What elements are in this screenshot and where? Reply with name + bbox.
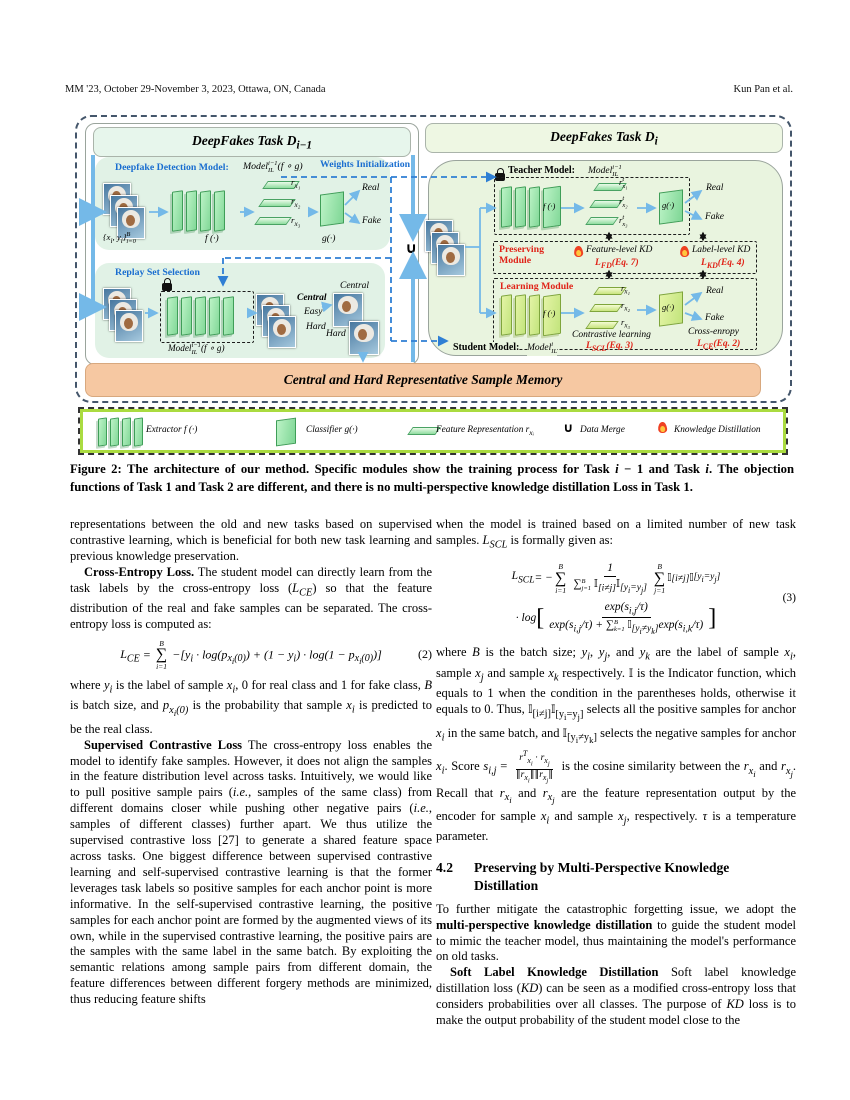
rt3-label: rt x₃ — [619, 214, 628, 228]
r2-label: $r_{x_2}$ — [621, 300, 630, 313]
union-legend-icon: ∪ — [563, 421, 574, 436]
teacher-real-label: Real — [706, 183, 724, 193]
r1-label: $r_{x_1}$ — [621, 283, 630, 296]
classifier-label: g(·) — [322, 234, 336, 244]
r3-label: $r_{x_3}$ — [291, 215, 301, 228]
learning-title: Learning Module — [500, 281, 574, 292]
weights-init-label: Weights Initialization — [320, 159, 411, 170]
section-number: 4.2 — [436, 860, 453, 876]
right-column — [436, 517, 796, 1029]
classifier-icon — [320, 191, 344, 226]
section-heading-4-2 — [436, 859, 796, 894]
teacher-model-math: Modeli−1 IL — [588, 164, 622, 178]
running-header-right: Kun Pan et al. — [733, 84, 793, 95]
student-g-label: g(·) — [662, 302, 675, 312]
rt2-label: rt x₂ — [619, 195, 628, 209]
paragraph: To further mitigate the catastrophic forgetting issue, we adopt the multi-perspective knowledge distillation to guide the student model to mimic the teacher model, thus maintaining the model's performance on old tasks. — [436, 901, 796, 964]
contrastive-label: Contrastive learning — [572, 330, 651, 340]
label-kd-label: Label-level KD — [692, 245, 751, 255]
replay-model-icon — [167, 297, 237, 335]
classifier-legend-icon — [276, 418, 296, 447]
paragraph: representations between the old and new tasks based on supervised contrastive learning, which is beneficial for both new task learning and previous knowledge preservation. — [70, 517, 432, 563]
hard-face — [349, 321, 379, 355]
detection-model-math: Modeli−1 IL (f ∘ g) — [243, 160, 303, 174]
equation-3 — [436, 561, 796, 637]
union-symbol: ∪ — [405, 239, 418, 257]
memory-bar — [85, 363, 761, 397]
paragraph: when the model is trained based on a limited number of new task samples. $L_{SCL}$ is formally given as: — [436, 517, 796, 551]
student-label: Student Model: — [453, 342, 520, 353]
replay-title: Replay Set Selection — [115, 267, 200, 278]
memory-bar-label: Central and Hard Representative Sample Memory — [283, 372, 563, 387]
paragraph: where B is the batch size; $y_i$, $y_j$, and $y_k$ are the label of sample $x_i$, sample $x_j$ and sample $x_k$ respectively. 𝕀 is the Indicator function, which equals to 1 when the condition in the parentheses holds, otherwise it equals to 0. Thus, 𝕀$_{[i\ne j]}$𝕀$_{[y_i=y_j]}$ selects all the positive samples for anchor $x_i$ in the same batch, and 𝕀$_{[y_i\ne y_k]}$ selects the negative samples for anchor $x_i$. Score $s_{i,j}$ = $\frac{r^T_{x_i} \cdot r_{x_j}}{\parallel r_{x_i}\parallel\parallel r_{x_j}\parallel}$ is the cosine similarity between the $r_{x_i}$ and $r_{x_j}$. Recall that $r_{x_i}$ and $r_{x_j}$ are the feature representation output by the encoder for sample $x_i$ and sample $x_j$, respectively. τ is a temperature parameter. — [436, 645, 796, 844]
input-batch-label: {$x_i$, $y_i\}B$ i=0 — [103, 231, 136, 245]
paragraph: Supervised Contrastive Loss The cross-entropy loss enables the model to identify fake samples. However, it does not align the samples in the feature distribution level across tasks. Intuitively, we would like to pull positive sample pairs (i.e., samples of the same class) from different domains closer while pushing other negative pairs (i.e., samples of different classes) further apart. We thus utilize the supervised contrastive loss [27] to generate a shared feature space across tasks. One biggest difference between supervised contrastive learning and self-supervised contrastive learning is that the former leverages task labels so positive samples for each anchor point is more informative. In the self-supervised contrastive learning, the positive samples for each anchor point are formed by the augmented views of its own, while in the supervised contrastive learning, the positive pairs are the samples with the same label in the same batch. By exploiting the semantic relations among sample pairs from different domain, the feature differences between different forgery methods are minimized, thus reducing feature shifts — [70, 737, 432, 1007]
paragraph: Cross-Entropy Loss. The student model can directly learn from the task labels by the cross-entropy loss $(L_{CE})$ so that the feature distribution of the real and fake samples can be separated. The cross-entropy loss is computed as: — [70, 564, 433, 631]
r1-label: $r_{x_1}$ — [291, 177, 301, 190]
student-fake-label: Fake — [705, 313, 724, 323]
student-real-label: Real — [706, 286, 724, 296]
extractor-legend-icon — [98, 418, 146, 446]
figure-legend — [78, 407, 788, 455]
selected-hard-label: Hard — [326, 329, 346, 339]
equation-2-body: $L_{CE}$ = B ∑ i=1 $-[y_i \cdot \log(p_{x_i(0)}) + (1 - y_i) \cdot \log(1 - p_{x_i(0)})]$ — [120, 638, 382, 672]
task-prev-title: DeepFakes Task $D_{i-1}$ — [191, 132, 313, 152]
central-label: Central — [297, 293, 327, 303]
equation-3-row1: $L_{SCL}$ = − B ∑ i=1 1 ∑B j=1 𝕀$_{[i\ne j]}$𝕀$_{[y_i=y_j]}$ B ∑ j=1 𝕀 [i≠j] 𝕀 $[y_i=y_j]$ — [511, 562, 721, 595]
feature-kd-label: Feature-level KD — [586, 245, 653, 255]
teacher-fake-label: Fake — [705, 212, 724, 222]
task-prev-header — [93, 127, 411, 157]
easy-label: Easy — [304, 307, 323, 317]
hard-label: Hard — [306, 322, 326, 332]
equation-2 — [70, 640, 432, 671]
running-header-left: MM '23, October 29-November 3, 2023, Ottawa, ON, Canada — [65, 84, 326, 95]
equation-2-number: (2) — [418, 647, 432, 662]
task-cur-title: DeepFakes Task $D_i$ — [550, 128, 658, 148]
scl-loss: $L_{SCL}(Eq$. 3) — [586, 341, 634, 353]
legend-classifier-label: Classifier g(·) — [306, 425, 358, 435]
figure-caption: Figure 2: The architecture of our method. Specific modules show the training process for Task i − 1 and Task i. The objection functions of Task 1 and Task 2 are different, and there is no multi-perspective knowledge distillation Loss in Task 1. — [70, 462, 795, 494]
lock-icon — [162, 283, 172, 291]
task-cur-header — [425, 123, 783, 153]
equation-3-number: (3) — [782, 592, 796, 605]
detection-model-label: Deepfake Detection Model: — [115, 162, 229, 173]
teacher-f-label: f (·) — [543, 201, 556, 211]
teacher-g-label: g(·) — [662, 200, 675, 210]
ce-loss: $L_{CE}(Eq$. 2) — [697, 339, 741, 351]
fake-label: Fake — [362, 216, 381, 226]
r3-label: $r_{x_3}$ — [621, 317, 630, 330]
replay-model-label: Modeli−1 IL (f ∘ g) — [168, 342, 225, 356]
preserving-title: Preserving Module — [499, 244, 544, 267]
teacher-label: Teacher Model: — [508, 165, 575, 176]
section-title: Preserving by Multi-Perspective Knowledge Distillation — [474, 860, 730, 894]
feature-kd-loss: $L_{FD}(Eq$. 7) — [595, 258, 639, 270]
crossentropy-label: Cross-enropy — [688, 327, 740, 337]
extractor-label: f (·) — [205, 234, 219, 244]
paragraph: where $y_i$ is the label of sample $x_i$, 0 for real class and 1 for fake class, B is batch size, and $p_{x_i(0)}$ is the probability that sample $x_i$ is predicted to be the real class. — [70, 677, 432, 736]
student-model-math: Modeli IL — [527, 341, 558, 355]
student-f-label: f (·) — [543, 308, 556, 318]
r2-label: $r_{x_2}$ — [291, 196, 301, 209]
legend-kd-label: Knowledge Distillation — [674, 425, 761, 435]
flame-legend-icon — [657, 422, 667, 434]
legend-feature-label: Feature Representation $r_{xᵢ}$ — [436, 425, 534, 437]
left-column — [70, 517, 432, 1008]
extractor-icon — [172, 191, 228, 231]
selected-central-label: Central — [340, 281, 370, 291]
legend-extractor-label: Extractor f (·) — [146, 425, 198, 435]
paragraph: Soft Label Knowledge Distillation Soft label knowledge distillation loss (KD) can be seen as a modified cross-entropy loss that considers probabilities over all classes. The purpose of KD loss is to make the output probability of the student model close to the — [436, 965, 796, 1028]
legend-merge-label: Data Merge — [580, 425, 625, 435]
rt1-label: rt x₁ — [619, 176, 628, 190]
real-label: Real — [362, 183, 380, 193]
equation-3-row2: · log [ $\exp(s_{i,j}/\tau)$ $\exp(s_{i,j}/\tau) + \sum B$ k=1 $𝕀_{[y_i\ne y_k]}\exp(s_{i,k}/\tau)$ ] — [515, 600, 717, 637]
label-kd-loss: $L_{KD}(Eq$. 4) — [701, 258, 745, 270]
figure-2 — [75, 115, 792, 455]
